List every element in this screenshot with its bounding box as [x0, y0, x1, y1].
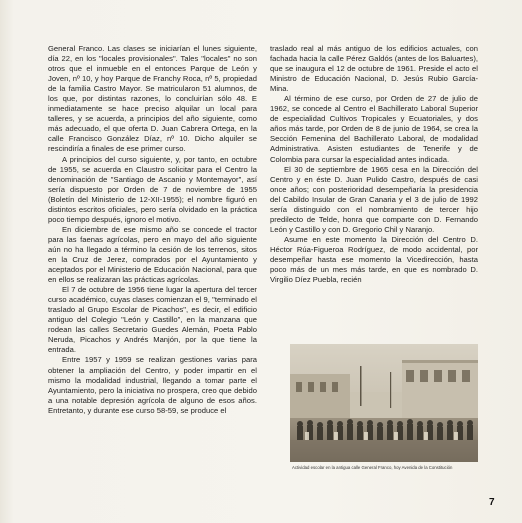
paragraph: Entre 1957 y 1959 se realizan gestiones varias para obtener la ampliación del Centro, y poder impartir en el mismo la modalidad industrial, llegando a tomar parte el Ayuntamiento, pero la iniciativa no prospera, creo que debido a una notable depresión agrícola de alguno de esos años. Entretanto, y durante ese curso 58-59, se produce el — [48, 355, 257, 415]
right-text-column — [270, 44, 478, 285]
paragraph: Al término de ese curso, por Orden de 27 de julio de 1962, se concede al Centro el Bachillerato Laboral Superior de especialidad Cultivos Tropicales y Ecuatoriales, y dos años más tarde, por Orden de 8 de junio de 1964, se crea la Sección Femenina del Bachillerato Laboral, de modalidad Administrativa. Asisten estudiantes de Tenerife y de Colombia para cursar la especialidad antes indicada. — [270, 94, 478, 164]
paragraph: Asume en este momento la Dirección del Centro D. Héctor Rúa-Figueroa Rodríguez, de modo accidental, por desempeñar hasta ese momento la Vicedirección, hasta poco más de un mes más tarde, en que es nombrado D. Virgilio Díez Puebla, recién — [270, 234, 478, 285]
paragraph: General Franco. Las clases se iniciarían el lunes siguiente, día 22, en los "locales provisionales". Tales "locales" no son otros que el inmueble en el entonces Parque de León y Joven, nº 10, y hoy Parque de Franchy Roca, nº 5, propiedad de la familia Castro Mayor. Se matricularon 51 alumnos, de los que, por distintas razones, lo concluirían sólo 48. E inmediatamente se hace preciso alquilar un local para talleres, y se acuerda, a principios del año siguiente, como más adecuado, el que oferta D. Juan Cabrera Ortega, en la calle Francisco González Díaz, nº 10. Dicho alquiler se rescindiría a finales de ese primer curso. — [48, 44, 257, 154]
paragraph: traslado real al más antiguo de los edificios actuales, con fachada hacia la calle Pérez Galdós (antes de los Baluartes), que se inaugura el 12 de octubre de 1961. Preside el acto el Ministro de Educación Nacional, D. Jesús Rubio García-Mina. — [270, 44, 478, 94]
paragraph: El 30 de septiembre de 1965 cesa en la Dirección del Centro y en éste D. Juan Pulido Castro, después de casi once años; con posterioridad desempeñaría la presidencia del Cabildo Insular de Gran Canaria y el 3 de julio de 1992 sería distinguido con el nombramiento de tercer hijo predilecto de Telde, honra que comparte con D. Fernando León y Castillo y con D. Gregorio Chil y Naranjo. — [270, 164, 478, 234]
historical-photo — [290, 344, 478, 462]
paragraph: En diciembre de ese mismo año se concede el tractor para las faenas agrícolas, pero en mayo del año siguiente aún no ha llegado a término la cesión de los terrenos, sitos en la Cruz de Jerez, comprados por el Ayuntamiento y aceptados por el Ministerio de Educación Nacional, para que en ellos se realizaran las prácticas agrícolas. — [48, 224, 257, 285]
paragraph: A principios del curso siguiente, y, por tanto, en octubre de 1955, se acuerda en Claustro solicitar para el Centro la denominación de "Santiago de Ascanio y Montemayor", así sería dispuesto por Orden de 7 de noviembre de 1955 (Boletín del Ministerio de 12-XII-1955); el nombre figuró en distintos escritos oficiales, pero sería olvidado en la práctica poco tiempo después, ignoro el motivo. — [48, 154, 257, 224]
paragraph: El 7 de octubre de 1956 tiene lugar la apertura del tercer curso académico, cuyas clases comienzan el 9, "terminado el traslado al Grupo Escolar de Picachos", es decir, el edificio antiguo del Colegio "León y Castillo", en la manzana que rodean las calles Secretario Guedes Alemán, Poeta Pablo Neruda, Picachos y Andrés Manjón, por la que tiene la entrada. — [48, 285, 257, 355]
left-text-column — [48, 44, 257, 416]
photo-caption: Actividad escolar en la antigua calle General Franco, hoy Avenida de la Constitución — [292, 465, 453, 470]
page-number: 7 — [489, 497, 495, 508]
